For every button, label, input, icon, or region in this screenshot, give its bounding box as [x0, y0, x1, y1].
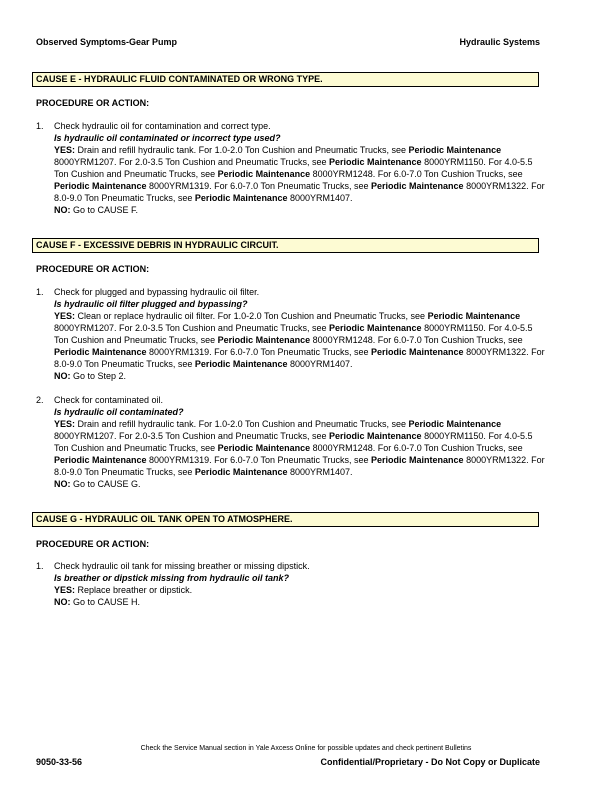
yes-text: 8000YRM1207. For 2.0-3.5 Ton Cushion and Pneumatic Trucks, see — [54, 157, 327, 167]
no-label: NO: — [54, 371, 71, 381]
yes-text: 8000YRM1248. For 6.0-7.0 Ton Cushion Trucks, see — [312, 169, 523, 179]
yes-text: 8000YRM1407. — [289, 193, 353, 203]
manual-reference: Periodic Maintenance — [54, 347, 147, 357]
step-text: Check hydraulic oil for contamination and correct type. — [54, 121, 271, 131]
manual-reference: Periodic Maintenance — [194, 193, 288, 203]
step-question: Is hydraulic oil contaminated? — [54, 407, 184, 417]
yes-text: 8000YRM1407. — [289, 359, 353, 369]
manual-reference: Periodic Maintenance — [217, 169, 311, 179]
yes-label: YES: — [54, 419, 76, 429]
manual-reference: Periodic Maintenance — [217, 335, 311, 345]
manual-reference: Periodic Maintenance — [408, 145, 502, 155]
no-text: Go to CAUSE G. — [73, 479, 141, 489]
cause-g-heading: CAUSE G - HYDRAULIC OIL TANK OPEN TO ATMOSPHERE. — [32, 512, 539, 527]
step-number: 2. — [36, 395, 44, 405]
procedure-step — [36, 394, 546, 490]
page-header-chapter: Hydraulic Systems — [459, 37, 540, 47]
manual-reference: Periodic Maintenance — [427, 311, 521, 321]
manual-reference: Periodic Maintenance — [54, 455, 147, 465]
no-text: Go to CAUSE H. — [73, 597, 141, 607]
yes-text: 8000YRM1322. For 8.0-9.0 Ton Pneumatic Trucks, see — [54, 347, 545, 369]
step-number: 1. — [36, 287, 44, 297]
procedure-step — [36, 286, 546, 382]
step-body — [54, 286, 546, 382]
manual-reference: Periodic Maintenance — [54, 181, 147, 191]
yes-text: 8000YRM1322. For 8.0-9.0 Ton Pneumatic Trucks, see — [54, 181, 545, 203]
step-body — [54, 560, 546, 608]
procedure-step — [36, 120, 546, 216]
no-text: Go to Step 2. — [73, 371, 127, 381]
manual-reference: Periodic Maintenance — [371, 181, 464, 191]
step-question: Is breather or dipstick missing from hydraulic oil tank? — [54, 573, 290, 583]
yes-label: YES: — [54, 311, 76, 321]
procedure-step — [36, 560, 546, 608]
yes-label: YES: — [54, 585, 76, 595]
no-label: NO: — [54, 597, 71, 607]
yes-text: 8000YRM1248. For 6.0-7.0 Ton Cushion Trucks, see — [312, 443, 523, 453]
manual-reference: Periodic Maintenance — [194, 467, 288, 477]
footer-confidential: Confidential/Proprietary - Do Not Copy or Duplicate — [320, 757, 540, 767]
step-text: Check for contaminated oil. — [54, 395, 164, 405]
manual-reference: Periodic Maintenance — [371, 455, 464, 465]
manual-reference: Periodic Maintenance — [371, 347, 464, 357]
manual-reference: Periodic Maintenance — [194, 359, 288, 369]
step-number: 1. — [36, 561, 44, 571]
manual-reference: Periodic Maintenance — [329, 431, 422, 441]
procedure-heading: PROCEDURE OR ACTION: — [36, 539, 150, 549]
step-number: 1. — [36, 121, 44, 131]
yes-text: 8000YRM1150. For 4.0-5.5 Ton Cushion and Pneumatic Trucks, see — [54, 323, 533, 345]
manual-reference: Periodic Maintenance — [408, 419, 502, 429]
manual-reference: Periodic Maintenance — [217, 443, 311, 453]
yes-label: YES: — [54, 145, 76, 155]
yes-text: 8000YRM1150. For 4.0-5.5 Ton Cushion and Pneumatic Trucks, see — [54, 157, 533, 179]
yes-text: 8000YRM1207. For 2.0-3.5 Ton Cushion and Pneumatic Trucks, see — [54, 431, 327, 441]
yes-text: Replace breather or dipstick. — [77, 585, 193, 595]
yes-text: 8000YRM1150. For 4.0-5.5 Ton Cushion and Pneumatic Trucks, see — [54, 431, 533, 453]
yes-text: 8000YRM1319. For 6.0-7.0 Ton Pneumatic Trucks, see — [149, 347, 369, 357]
step-text: Check for plugged and bypassing hydraulic oil filter. — [54, 287, 260, 297]
no-text: Go to CAUSE F. — [73, 205, 139, 215]
manual-reference: Periodic Maintenance — [329, 157, 422, 167]
footer-page-id: 9050-33-56 — [36, 757, 83, 767]
yes-text: 8000YRM1319. For 6.0-7.0 Ton Pneumatic Trucks, see — [149, 455, 369, 465]
yes-text: 8000YRM1248. For 6.0-7.0 Ton Cushion Trucks, see — [312, 335, 523, 345]
step-question: Is hydraulic oil contaminated or incorrect type used? — [54, 133, 281, 143]
procedure-heading: PROCEDURE OR ACTION: — [36, 264, 150, 274]
cause-e-heading: CAUSE E - HYDRAULIC FLUID CONTAMINATED OR WRONG TYPE. — [32, 72, 539, 87]
yes-text: 8000YRM1207. For 2.0-3.5 Ton Cushion and Pneumatic Trucks, see — [54, 323, 327, 333]
step-body — [54, 120, 546, 216]
cause-f-heading: CAUSE F - EXCESSIVE DEBRIS IN HYDRAULIC CIRCUIT. — [32, 238, 539, 253]
page-header-section: Observed Symptoms-Gear Pump — [36, 37, 178, 47]
no-label: NO: — [54, 479, 71, 489]
yes-text: 8000YRM1319. For 6.0-7.0 Ton Pneumatic Trucks, see — [149, 181, 369, 191]
procedure-heading: PROCEDURE OR ACTION: — [36, 98, 150, 108]
step-text: Check hydraulic oil tank for missing breather or missing dipstick. — [54, 561, 310, 571]
step-question: Is hydraulic oil filter plugged and bypassing? — [54, 299, 248, 309]
yes-text: Drain and refill hydraulic tank. For 1.0-2.0 Ton Cushion and Pneumatic Trucks, see — [77, 145, 407, 155]
yes-text: 8000YRM1407. — [289, 467, 353, 477]
yes-text: 8000YRM1322. For 8.0-9.0 Ton Pneumatic Trucks, see — [54, 455, 545, 477]
no-label: NO: — [54, 205, 71, 215]
step-body — [54, 394, 546, 490]
yes-text: Drain and refill hydraulic tank. For 1.0-2.0 Ton Cushion and Pneumatic Trucks, see — [77, 419, 407, 429]
footer-update-note: Check the Service Manual section in Yale Axcess Online for possible updates and check pertinent Bulletins — [140, 745, 472, 752]
manual-reference: Periodic Maintenance — [329, 323, 422, 333]
yes-text: Clean or replace hydraulic oil filter. For 1.0-2.0 Ton Cushion and Pneumatic Trucks, see — [77, 311, 426, 321]
